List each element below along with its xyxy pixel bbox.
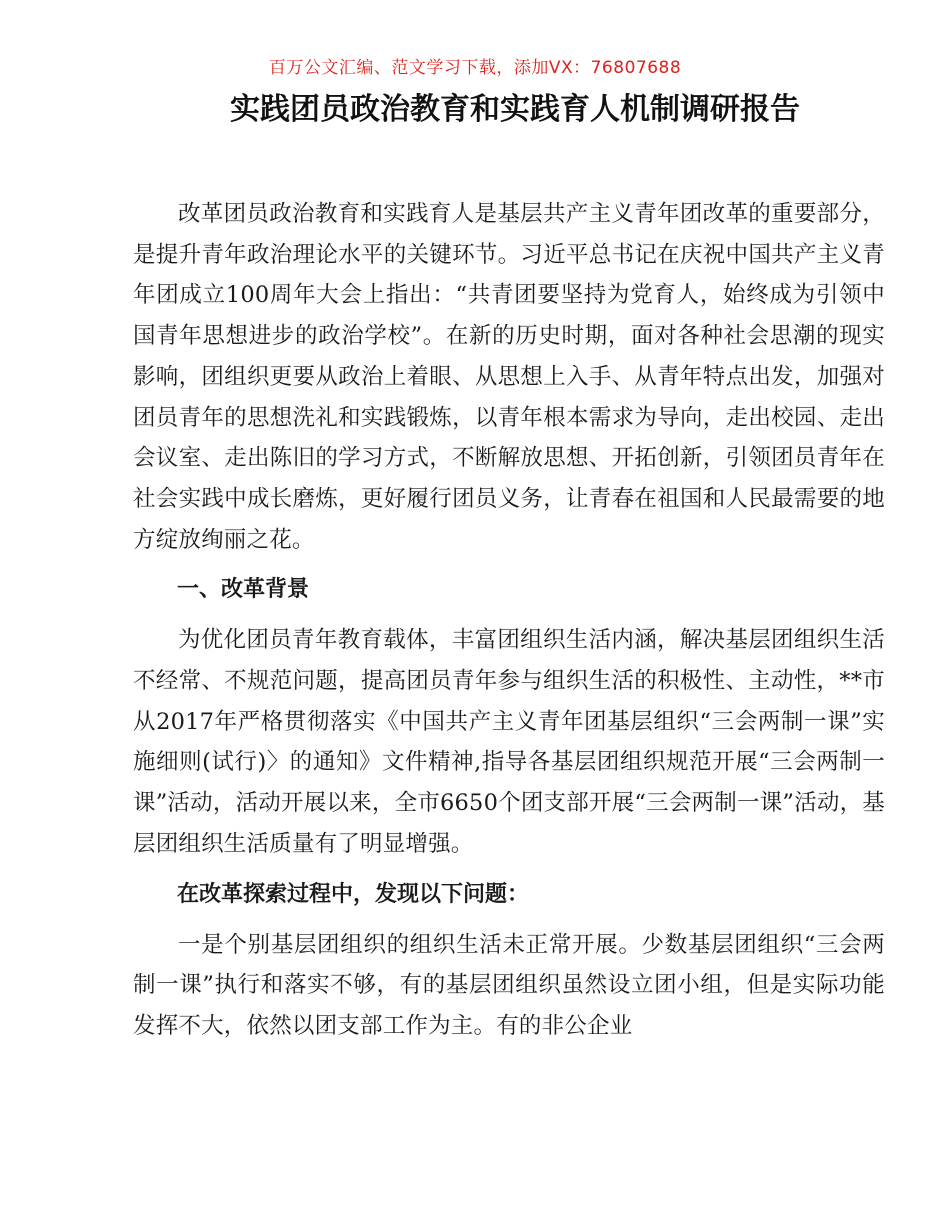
- intro-paragraph: 改革团员政治教育和实践育人是基层共产主义青年团改革的重要部分，是提升青年政治理论水平的关键环节。习近平总书记在庆祝中国共产主义青年团成立100周年大会上指出：“共青团要坚持为党育人，始终成为引领中国青年思想进步的政治学校”。在新的历史时期，面对各种社会思潮的现实影响，团组织更要从政治上着眼、从思想上入手、从青年特点出发，加强对团员青年的思想洗礼和实践锻炼，以青年根本需求为导向，走出校园、走出会议室、走出陈旧的学习方式，不断解放思想、开拓创新，引领团员青年在社会实践中成长磨炼，更好履行团员义务，让青春在祖国和人民最需要的地方绽放绚丽之花。: [133, 201, 885, 553]
- section-heading-background: 一、改革背景: [177, 577, 310, 603]
- problem-one-paragraph: 一是个别基层团组织的组织生活未正常开展。少数基层团组织“三会两制一课”执行和落实不够，有的基层团组织虽然设立团小组，但是实际功能发挥不大，依然以团支部工作为主。有的非公企业: [133, 931, 885, 1039]
- background-paragraph: 为优化团员青年教育载体，丰富团组织生活内涵，解决基层团组织生活不经常、不规范问题，提高团员青年参与组织生活的积极性、主动性，**市从2017年严格贯彻落实《中国共产主义青年团基层组织“三会两制一课”实施细则(试行)〉的通知》文件精神,指导各基层团组织规范开展“三会两制一课”活动，活动开展以来，全市6650个团支部开展“三会两制一课”活动，基层团组织生活质量有了明显增强。: [133, 627, 885, 857]
- problems-heading: 在改革探索过程中，发现以下问题：: [177, 881, 530, 907]
- watermark-banner: 百万公文汇编、范文学习下载，添加VX：76807688: [268, 58, 682, 78]
- document-body: [133, 194, 885, 1047]
- document-title: 实践团员政治教育和实践育人机制调研报告: [230, 92, 800, 127]
